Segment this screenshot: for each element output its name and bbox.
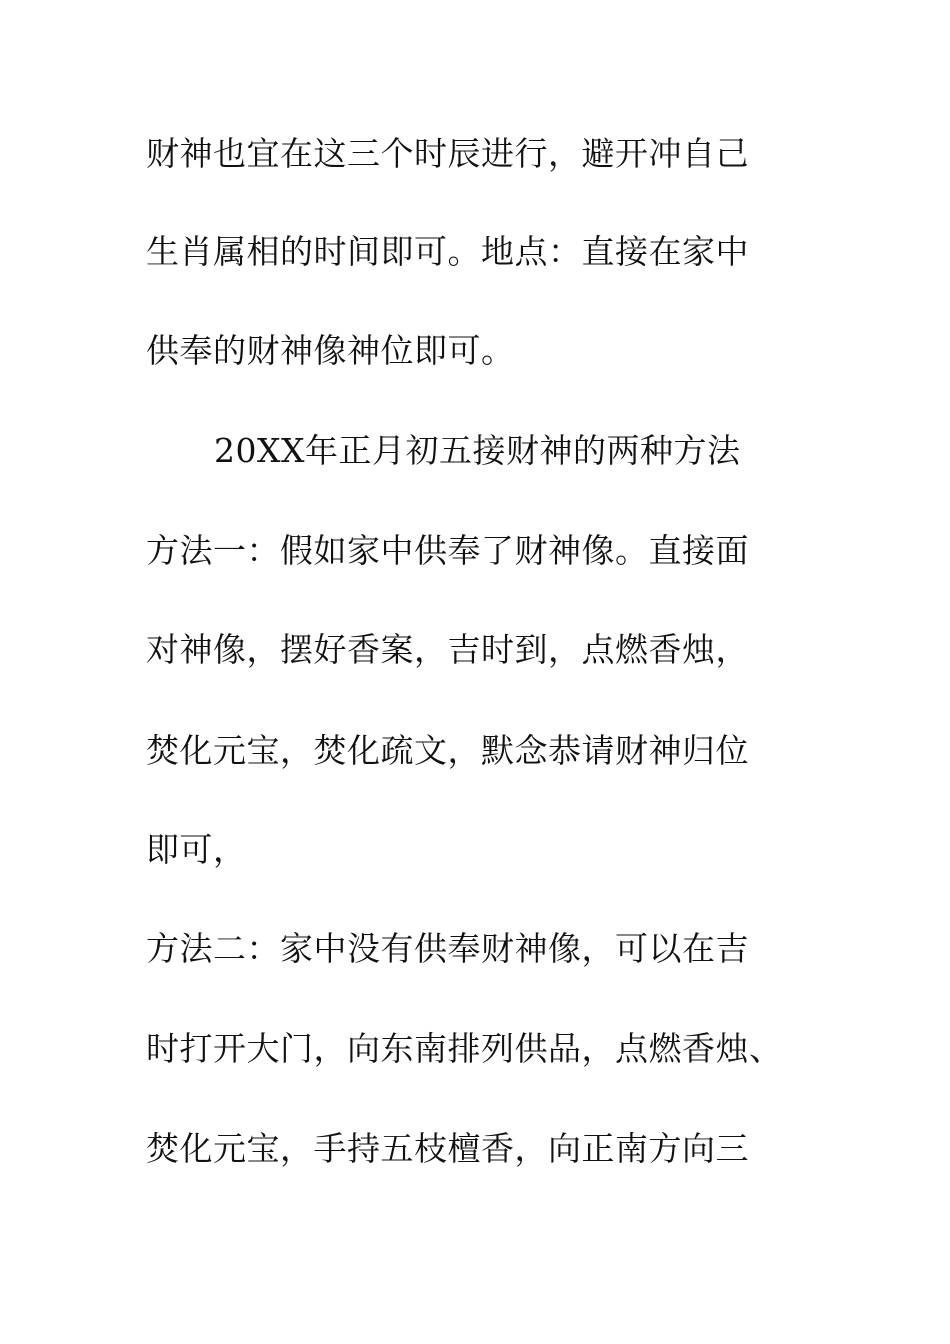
text-line: 方法二：家中没有供奉财神像，可以在吉 [146,929,749,968]
text-line: 焚化元宝，焚化疏文，默念恭请财神归位 [146,731,749,770]
text-line: 财神也宜在这三个时辰进行，避开冲自己 [146,134,749,173]
text-line: 焚化元宝，手持五枝檀香，向正南方向三 [146,1129,749,1168]
text-line: 方法一：假如家中供奉了财神像。直接面 [146,531,749,570]
section-heading: 20XX年正月初五接财神的两种方法 [214,431,741,470]
text-line: 生肖属相的时间即可。地点：直接在家中 [146,232,749,271]
text-line: 即可， [146,830,247,869]
text-line: 供奉的财神像神位即可。 [146,331,515,370]
text-line: 时打开大门，向东南排列供品，点燃香烛、 [146,1029,783,1068]
text-line: 对神像，摆好香案，吉时到，点燃香烛， [146,630,749,669]
